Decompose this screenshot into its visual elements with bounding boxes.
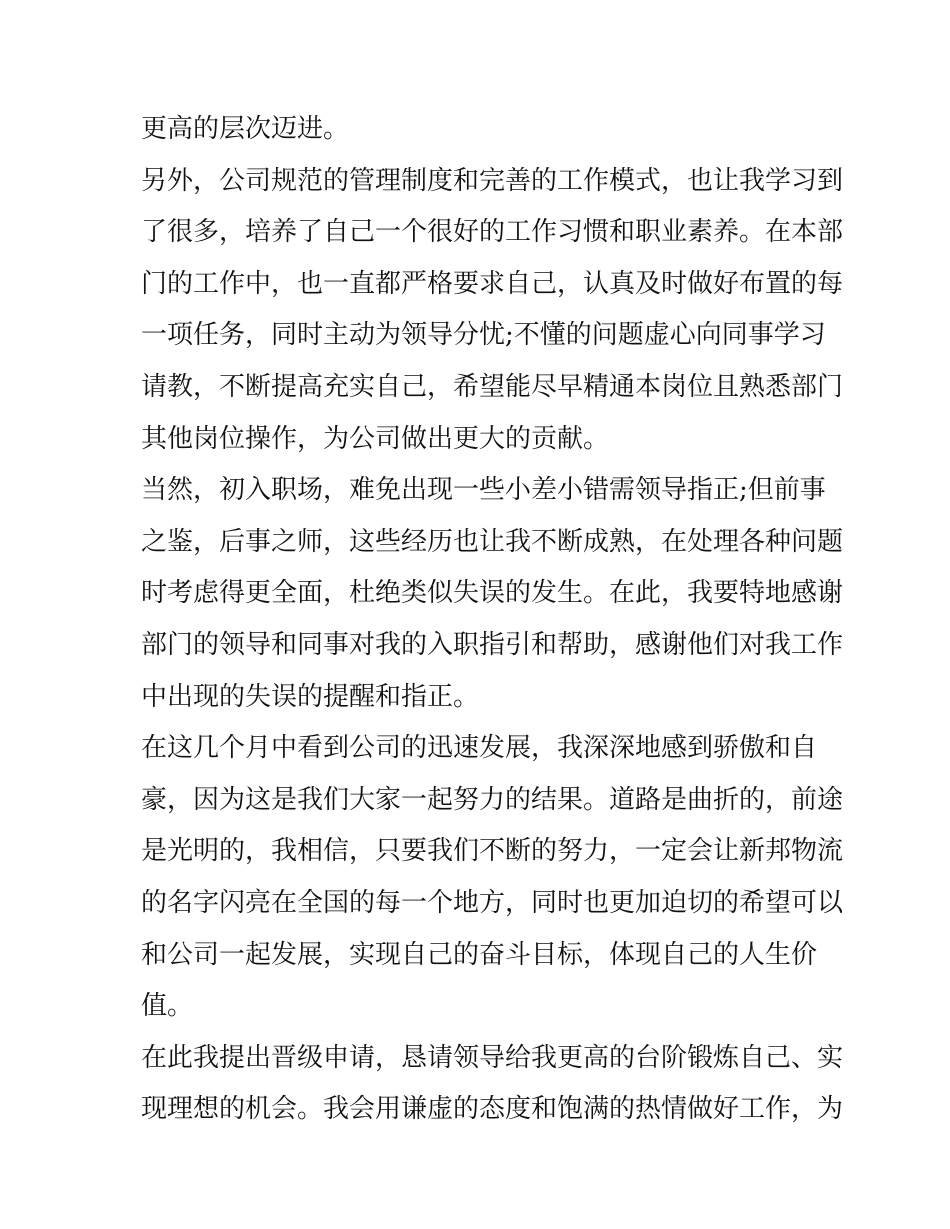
text-line: 当然，初入职场，难免出现一些小差小错需领导指正;但前事 [141, 475, 826, 506]
text-line: 值。 [141, 991, 194, 1022]
text-line: 更高的层次迈进。 [141, 114, 350, 144]
text-line: 和公司一起发展，实现自己的奋斗目标，体现自己的人生价 [141, 939, 818, 970]
text-line: 了很多，培养了自己一个很好的工作习惯和职业素养。在本部 [141, 217, 844, 248]
text-line: 部门的领导和同事对我的入职指引和帮助，感谢他们对我工作 [141, 629, 844, 660]
text-line: 豪，因为这是我们大家一起努力的结果。道路是曲折的，前途 [141, 784, 844, 815]
text-line: 现理想的机会。我会用谦虚的态度和饱满的热情做好工作，为 [141, 1094, 844, 1125]
text-line: 是光明的，我相信，只要我们不断的努力，一定会让新邦物流 [141, 836, 844, 867]
text-line: 请教，不断提高充实自己，希望能尽早精通本岗位且熟悉部门 [141, 371, 844, 402]
text-line: 中出现的失误的提醒和指正。 [141, 681, 480, 712]
text-line: 之鉴，后事之师，这些经历也让我不断成熟，在处理各种问题 [141, 526, 844, 557]
text-line: 在这几个月中看到公司的迅速发展，我深深地感到骄傲和自 [141, 733, 818, 764]
text-line: 其他岗位操作，为公司做出更大的贡献。 [141, 423, 610, 454]
text-line: 一项任务，同时主动为领导分忧;不懂的问题虚心向同事学习 [141, 320, 826, 351]
text-line: 另外，公司规范的管理制度和完善的工作模式，也让我学习到 [141, 165, 844, 196]
text-line: 的名字闪亮在全国的每一个地方，同时也更加迫切的希望可以 [141, 887, 844, 918]
text-line: 门的工作中，也一直都严格要求自己，认真及时做好布置的每 [141, 268, 844, 299]
text-line: 在此我提出晋级申请，恳请领导给我更高的台阶锻炼自己、实 [141, 1042, 844, 1073]
text-line: 时考虑得更全面，杜绝类似失误的发生。在此，我要特地感谢 [141, 578, 844, 609]
body-text [141, 104, 844, 1136]
